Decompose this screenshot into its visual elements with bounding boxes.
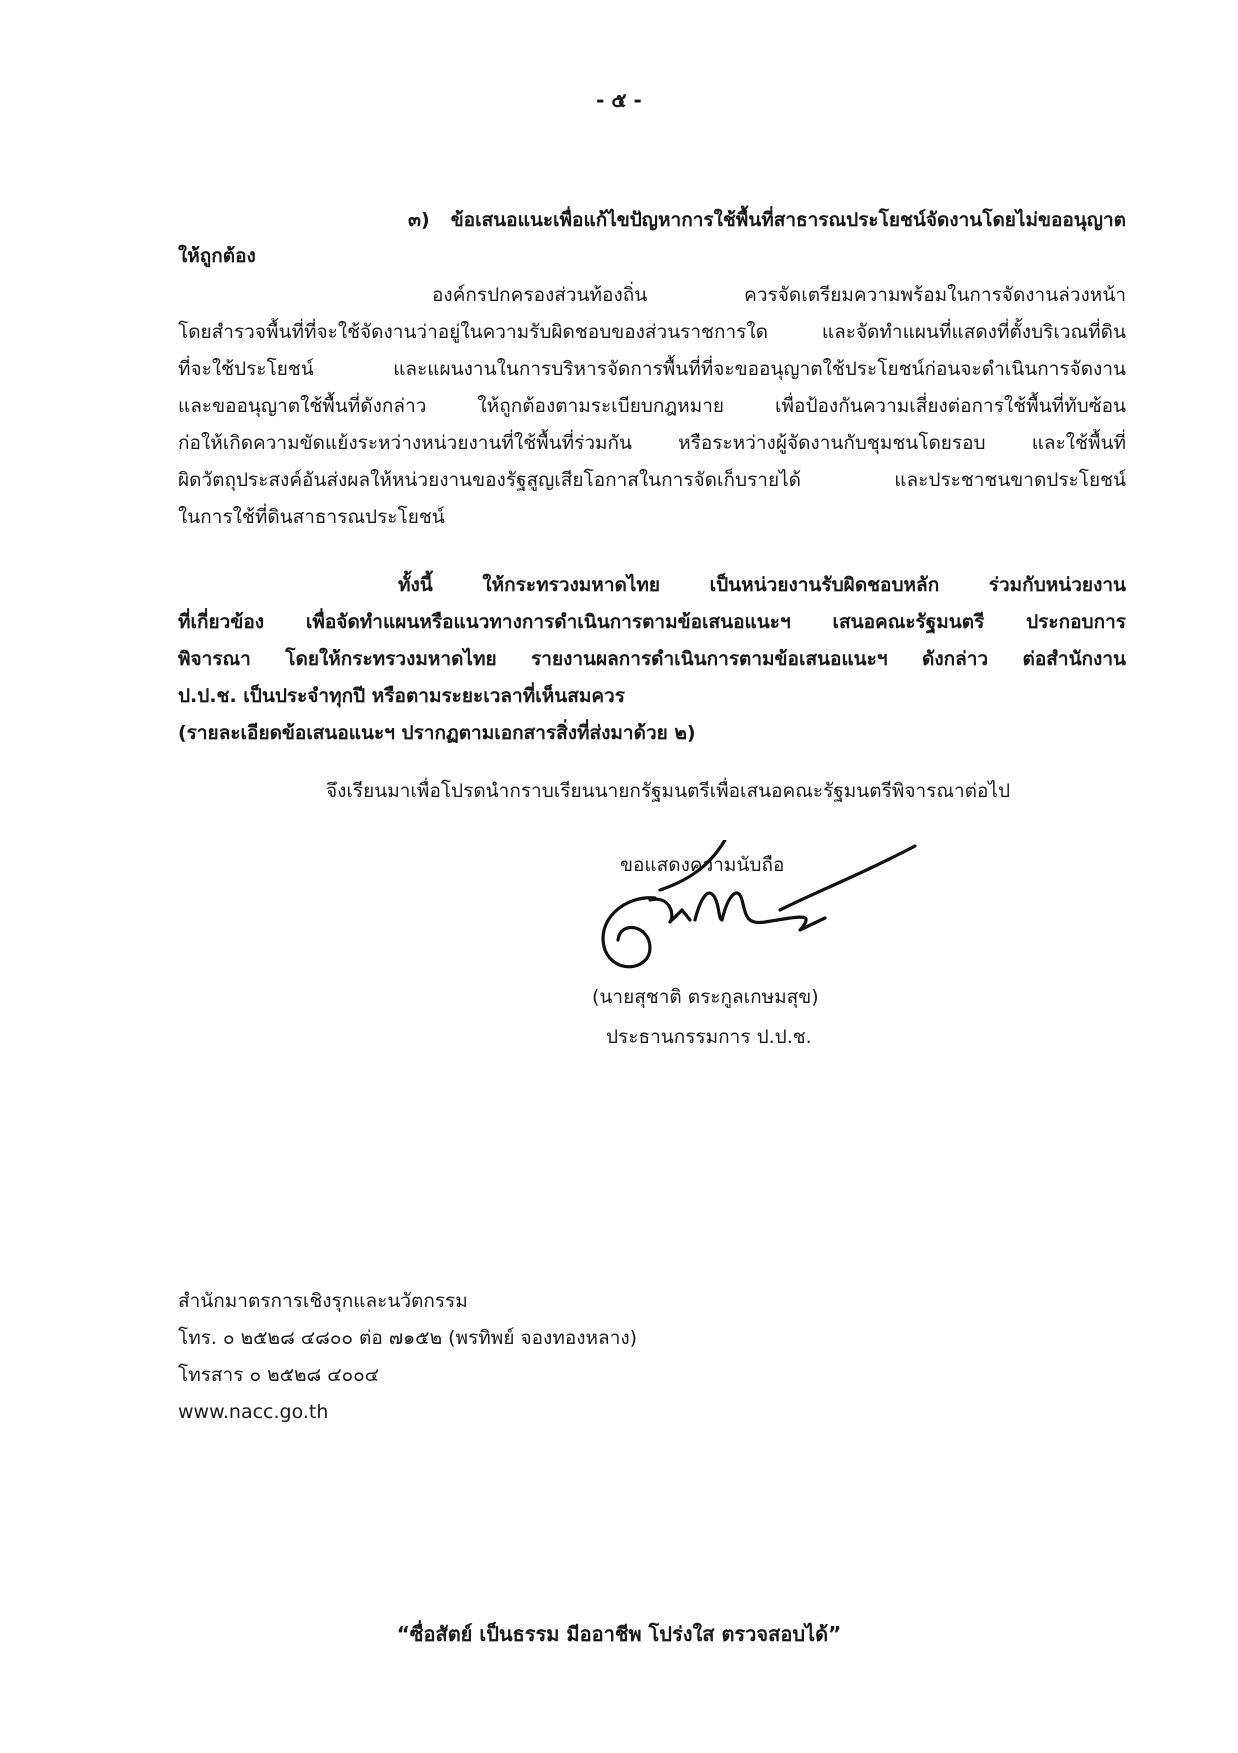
paragraph1-line: ผิดวัตถุประสงค์อันส่งผลให้หน่วยงานของรัฐสูญเสียโอกาสในการจัดเก็บรายได้ และประชาชนขาดประโยชน์ xyxy=(178,469,1126,491)
signer-position: ประธานกรรมการ ป.ป.ช. xyxy=(606,1026,812,1048)
footer-office: สำนักมาตรการเชิงรุกและนวัตกรรม xyxy=(178,1290,468,1312)
paragraph1-line: องค์กรปกครองส่วนท้องถิ่น ควรจัดเตรียมความพร้อมในการจัดงานล่วงหน้า xyxy=(432,284,1126,306)
footer-fax: โทรสาร ๐ ๒๕๒๘ ๔๐๐๔ xyxy=(178,1364,380,1386)
paragraph1-line: และขออนุญาตใช้พื้นที่ดังกล่าว ให้ถูกต้องตามระเบียบกฎหมาย เพื่อป้องกันความเสี่ยงต่อการใช้พื้นที่ทับซ้อน xyxy=(178,395,1126,417)
paragraph1-line: ในการใช้ที่ดินสาธารณประโยชน์ xyxy=(178,506,445,528)
paragraph1-line: ที่จะใช้ประโยชน์ และแผนงานในการบริหารจัดการพื้นที่ที่จะขออนุญาตใช้ประโยชน์ก่อนจะดำเนินการจัดงาน xyxy=(178,358,1126,380)
paragraph1-line: โดยสำรวจพื้นที่ที่จะใช้จัดงานว่าอยู่ในความรับผิดชอบของส่วนราชการใด และจัดทำแผนที่แสดงที่ตั้งบริเวณที่ดิน xyxy=(178,321,1126,343)
paragraph2-line: ทั้งนี้ ให้กระทรวงมหาดไทย เป็นหน่วยงานรับผิดชอบหลัก ร่วมกับหน่วยงาน xyxy=(398,574,1126,596)
signature-stroke xyxy=(780,846,915,910)
paragraph1-line: ก่อให้เกิดความขัดแย้งระหว่างหน่วยงานที่ใช้พื้นที่ร่วมกัน หรือระหว่างผู้จัดงานกับชุมชนโดยรอบ และใช้พื้นที่ xyxy=(178,432,1126,454)
page-number: - ๕ - xyxy=(596,88,642,112)
request-line: จึงเรียนมาเพื่อโปรดนำกราบเรียนนายกรัฐมนตรีเพื่อเสนอคณะรัฐมนตรีพิจารณาต่อไป xyxy=(326,780,1011,802)
signature-image xyxy=(590,840,930,980)
signature-stroke xyxy=(660,840,725,890)
footer-website: www.nacc.go.th xyxy=(178,1401,329,1423)
motto: “ซื่อสัตย์ เป็นธรรม มีออาชีพ โปร่งใส ตรวจสอบได้” xyxy=(396,1622,842,1646)
section-heading-line2: ให้ถูกต้อง xyxy=(178,245,256,267)
signer-name: (นายสุชาติ ตระกูลเกษมสุข) xyxy=(592,986,819,1008)
paragraph2-line: ป.ป.ช. เป็นประจำทุกปี หรือตามระยะเวลาที่เห็นสมควร xyxy=(178,685,625,707)
paragraph2-line: ที่เกี่ยวข้อง เพื่อจัดทำแผนหรือแนวทางการดำเนินการตามข้อเสนอแนะฯ เสนอคณะรัฐมนตรี ประกอบการ xyxy=(178,611,1126,633)
paragraph2-line: (รายละเอียดข้อเสนอแนะฯ ปรากฏตามเอกสารสิ่งที่ส่งมาด้วย ๒) xyxy=(178,722,696,744)
signature-stroke xyxy=(603,898,655,967)
section-heading-line1: ๓) ข้อเสนอแนะเพื่อแก้ไขปัญหาการใช้พื้นที่สาธารณประโยชน์จัดงานโดยไม่ขออนุญาต xyxy=(408,209,1126,231)
paragraph2-line: พิจารณา โดยให้กระทรวงมหาดไทย รายงานผลการดำเนินการตามข้อเสนอแนะฯ ดังกล่าว ต่อสำนักงาน xyxy=(178,648,1126,670)
signature-stroke xyxy=(650,899,690,922)
closing-salutation: ขอแสดงความนับถือ xyxy=(620,854,785,876)
footer-phone: โทร. ๐ ๒๕๒๘ ๔๘๐๐ ต่อ ๗๑๕๒ (พรทิพย์ จองทองหลาง) xyxy=(178,1327,638,1349)
